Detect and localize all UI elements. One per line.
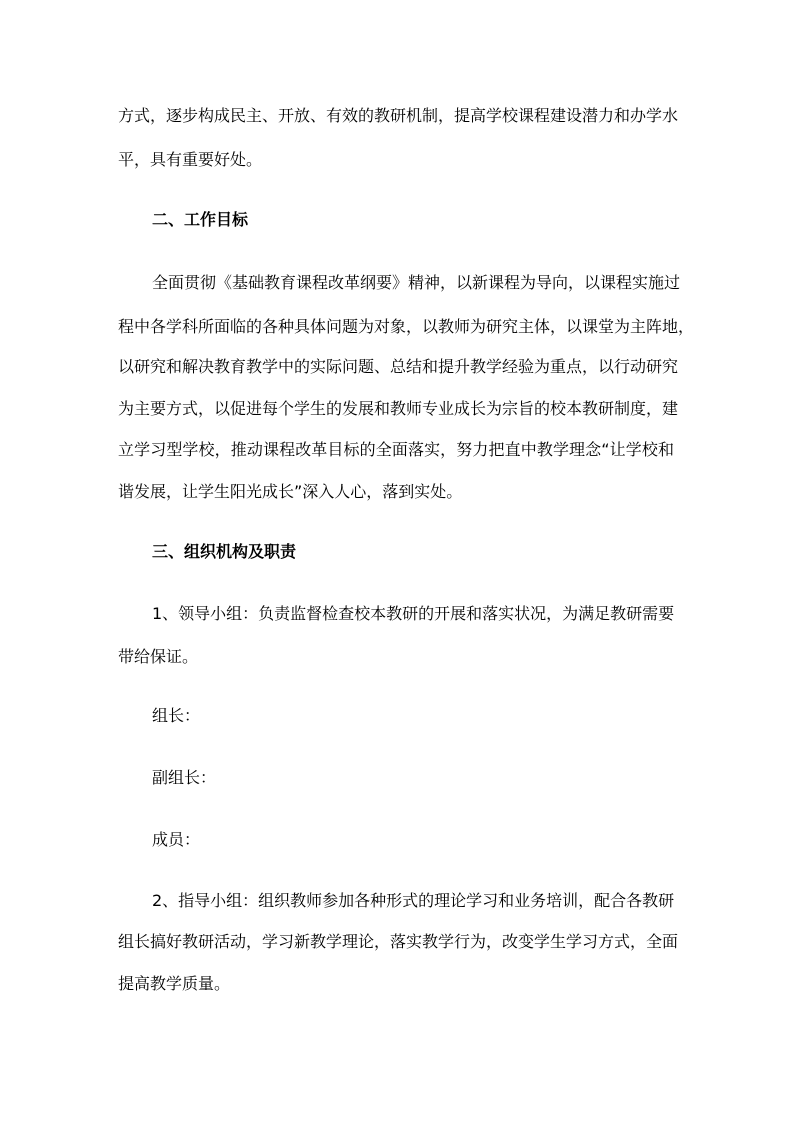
section-heading-work-goals: 二、工作目标 (152, 210, 249, 229)
intro-line-1: 方式，逐步构成民主、开放、有效的教研机制，提高学校课程建设潜力和办学水 (118, 106, 679, 125)
group-leader-label: 组长： (152, 706, 201, 725)
leadership-group-line-2: 带给保证。 (118, 647, 199, 666)
guidance-group-line-1: 2、指导小组：组织教师参加各种形式的理论学习和业务培训，配合各教研 (152, 891, 675, 910)
goals-paragraph-line-4: 为主要方式，以促进每个学生的发展和教师专业成长为宗旨的校本教研制度，建 (118, 399, 679, 418)
goals-paragraph-line-3: 以研究和解决教育教学中的实际问题、总结和提升教学经验为重点，以行动研究 (118, 357, 679, 376)
leadership-group-line-1: 1、领导小组：负责监督检查校本教研的开展和落实状况，为满足教研需要 (152, 604, 675, 623)
intro-line-2: 平，具有重要好处。 (118, 150, 263, 169)
members-label: 成员： (152, 830, 201, 849)
goals-paragraph-line-2: 程中各学科所面临的各种具体问题为对象，以教师为研究主体，以课堂为主阵地， (118, 317, 695, 336)
goals-paragraph-line-6: 谐发展，让学生阳光成长”深入人心，落到实处。 (118, 482, 463, 501)
guidance-group-line-3: 提高教学质量。 (118, 974, 231, 993)
guidance-group-line-2: 组长搞好教研活动，学习新教学理论，落实教学行为，改变学生学习方式，全面 (118, 932, 679, 951)
goals-paragraph-line-5: 立学习型学校，推动课程改革目标的全面落实，努力把直中教学理念“让学校和 (118, 440, 674, 459)
section-heading-organization: 三、组织机构及职责 (152, 542, 297, 561)
goals-paragraph-line-1: 全面贯彻《基础教育课程改革纲要》精神，以新课程为导向，以课程实施过 (152, 273, 681, 292)
vice-leader-label: 副组长： (152, 768, 217, 787)
